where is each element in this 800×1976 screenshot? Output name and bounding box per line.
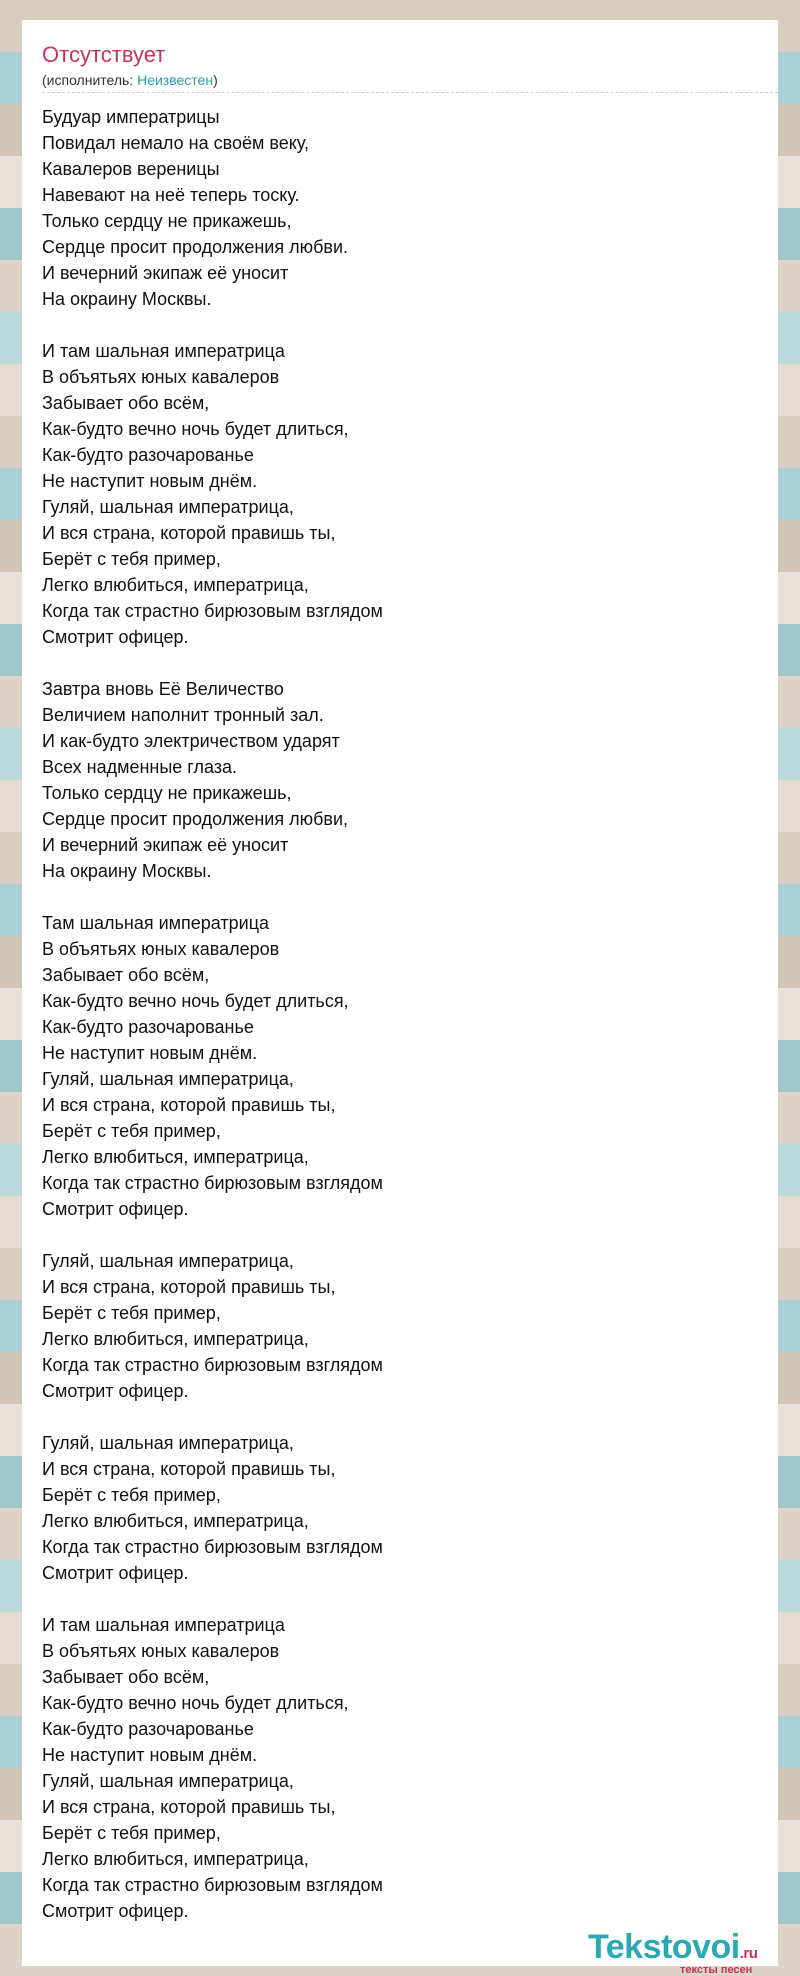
lyric-line: Смотрит офицер. <box>42 1381 189 1401</box>
lyric-line: На окраину Москвы. <box>42 861 212 881</box>
lyric-line: Смотрит офицер. <box>42 627 189 647</box>
logo-tagline: тексты песен <box>680 1964 753 1976</box>
lyric-line: Гуляй, шальная императрица, <box>42 497 294 517</box>
lyric-line: И вся страна, которой правишь ты, <box>42 1797 336 1817</box>
lyric-line: Легко влюбиться, императрица, <box>42 1147 309 1167</box>
lyric-line: Только сердцу не прикажешь, <box>42 783 292 803</box>
lyrics-card <box>22 20 778 1976</box>
lyric-line: Когда так страстно бирюзовым взглядом <box>42 601 383 621</box>
lyric-line: Когда так страстно бирюзовым взглядом <box>42 1875 383 1895</box>
stanza <box>42 104 742 312</box>
lyric-line: И как-будто электричеством ударят <box>42 731 340 751</box>
lyric-line: Не наступит новым днём. <box>42 1043 258 1063</box>
lyric-line: Как-будто вечно ночь будет длиться, <box>42 1693 349 1713</box>
logo-tld: .ru <box>739 1945 758 1962</box>
lyrics-text <box>42 104 742 1924</box>
lyric-line: Когда так страстно бирюзовым взглядом <box>42 1537 383 1557</box>
lyric-line: Берёт с тебя пример, <box>42 549 221 569</box>
artist-suffix: ) <box>213 72 218 88</box>
lyric-line: Будуар императрицы <box>42 107 220 127</box>
stanza <box>42 676 742 884</box>
lyric-line: Легко влюбиться, императрица, <box>42 1511 309 1531</box>
site-logo[interactable] <box>588 1928 788 1976</box>
lyric-line: Берёт с тебя пример, <box>42 1121 221 1141</box>
lyric-line: Смотрит офицер. <box>42 1901 189 1921</box>
lyric-line: Забывает обо всём, <box>42 965 210 985</box>
stanza <box>42 1248 742 1404</box>
lyric-line: На окраину Москвы. <box>42 289 212 309</box>
lyric-line: Не наступит новым днём. <box>42 1745 258 1765</box>
lyric-line: И вечерний экипаж её уносит <box>42 263 289 283</box>
lyric-line: И вся страна, которой правишь ты, <box>42 523 336 543</box>
logo-main: Tekstovoi <box>588 1928 740 1966</box>
lyric-line: Гуляй, шальная императрица, <box>42 1251 294 1271</box>
lyric-line: Повидал немало на своём веку, <box>42 133 309 153</box>
lyric-line: Там шальная императрица <box>42 913 270 933</box>
lyric-line: Легко влюбиться, императрица, <box>42 1849 309 1869</box>
lyric-line: Берёт с тебя пример, <box>42 1823 221 1843</box>
lyric-line: Как-будто разочарованье <box>42 1017 254 1037</box>
lyric-line: Гуляй, шальная императрица, <box>42 1069 294 1089</box>
lyric-line: Как-будто разочарованье <box>42 1719 254 1739</box>
lyric-line: И вся страна, которой правишь ты, <box>42 1277 336 1297</box>
artist-line <box>42 72 218 88</box>
lyric-line: Как-будто вечно ночь будет длиться, <box>42 419 349 439</box>
lyric-line: Гуляй, шальная императрица, <box>42 1771 294 1791</box>
lyric-line: Когда так страстно бирюзовым взглядом <box>42 1355 383 1375</box>
stanza <box>42 1430 742 1586</box>
lyric-line: Кавалеров вереницы <box>42 159 220 179</box>
lyric-line: Только сердцу не прикажешь, <box>42 211 292 231</box>
lyric-line: Забывает обо всём, <box>42 393 210 413</box>
lyric-line: И вся страна, которой правишь ты, <box>42 1095 336 1115</box>
lyric-line: Не наступит новым днём. <box>42 471 258 491</box>
lyric-line: Всех надменные глаза. <box>42 757 238 777</box>
divider <box>42 92 778 93</box>
lyric-line: В объятьях юных кавалеров <box>42 367 280 387</box>
stanza <box>42 1612 742 1924</box>
lyric-line: Величием наполнит тронный зал. <box>42 705 324 725</box>
lyric-line: И там шальная императрица <box>42 341 285 361</box>
lyric-line: Завтра вновь Её Величество <box>42 679 284 699</box>
lyric-line: И вся страна, которой правишь ты, <box>42 1459 336 1479</box>
lyric-line: В объятьях юных кавалеров <box>42 939 280 959</box>
lyric-line: Когда так страстно бирюзовым взглядом <box>42 1173 383 1193</box>
lyric-line: Навевают на неё теперь тоску. <box>42 185 300 205</box>
lyric-line: Сердце просит продолжения любви. <box>42 237 349 257</box>
stanza <box>42 910 742 1222</box>
artist-prefix: (исполнитель: <box>42 72 138 88</box>
stanza <box>42 338 742 650</box>
lyric-line: Смотрит офицер. <box>42 1563 189 1583</box>
lyric-line: Берёт с тебя пример, <box>42 1485 221 1505</box>
lyric-line: Легко влюбиться, императрица, <box>42 1329 309 1349</box>
artist-link[interactable]: Неизвестен <box>137 72 214 88</box>
lyric-line: Берёт с тебя пример, <box>42 1303 221 1323</box>
lyric-line: Легко влюбиться, императрица, <box>42 575 309 595</box>
lyric-line: Как-будто разочарованье <box>42 445 254 465</box>
lyric-line: Сердце просит продолжения любви, <box>42 809 349 829</box>
lyric-line: Гуляй, шальная императрица, <box>42 1433 294 1453</box>
lyric-line: И там шальная императрица <box>42 1615 285 1635</box>
lyric-line: Как-будто вечно ночь будет длиться, <box>42 991 349 1011</box>
lyric-line: Забывает обо всём, <box>42 1667 210 1687</box>
lyric-line: В объятьях юных кавалеров <box>42 1641 280 1661</box>
lyric-line: Смотрит офицер. <box>42 1199 189 1219</box>
song-title: Отсутствует <box>42 42 166 67</box>
lyric-line: И вечерний экипаж её уносит <box>42 835 289 855</box>
logo-text <box>588 1928 757 1967</box>
